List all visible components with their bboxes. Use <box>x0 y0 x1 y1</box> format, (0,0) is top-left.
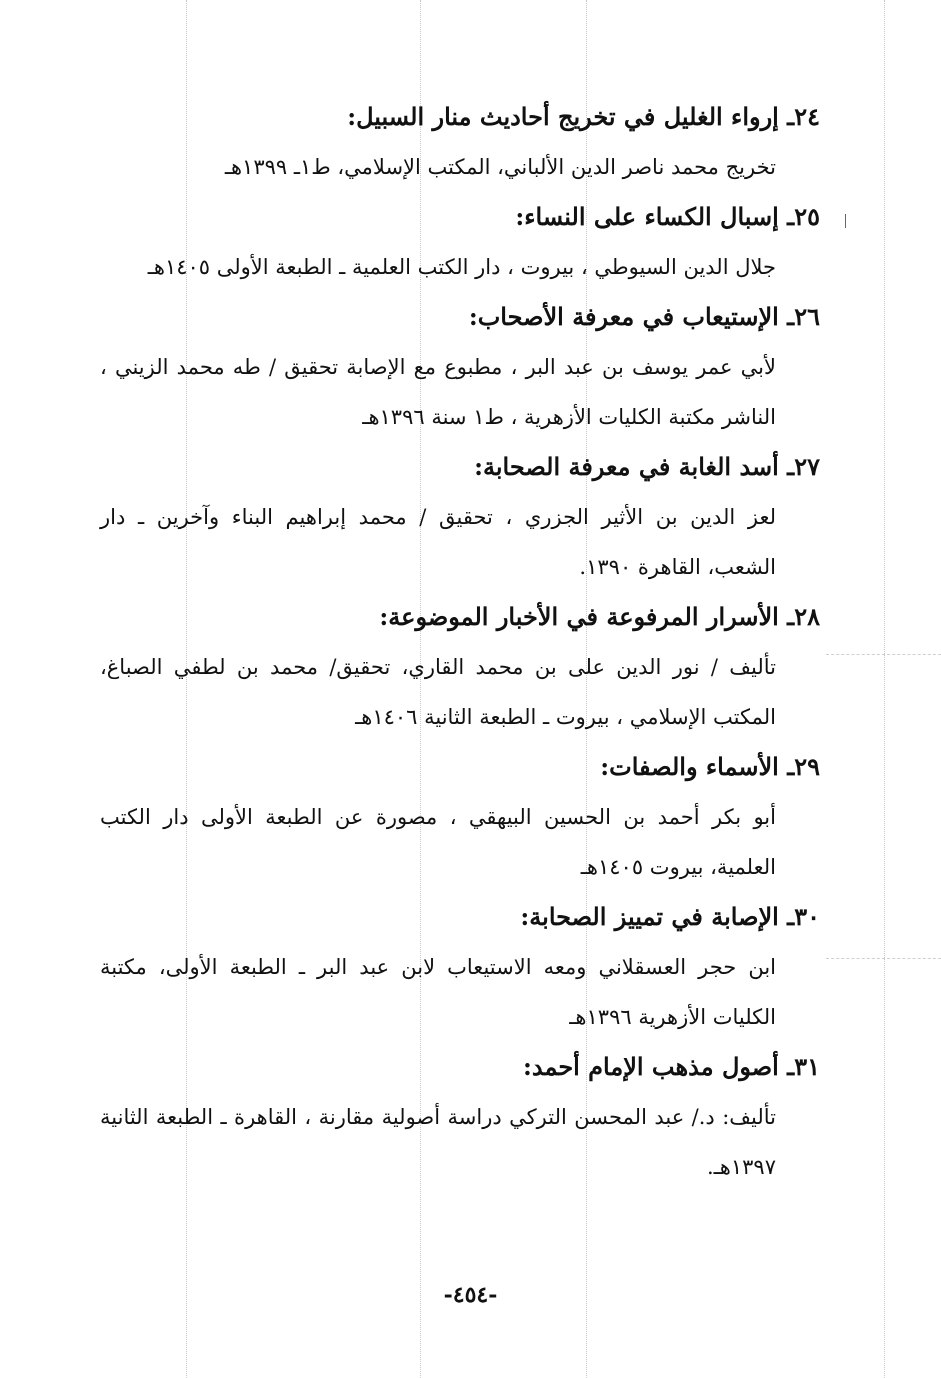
entry-line: أبو بكر أحمد بن الحسين البيهقي ، مصورة عن الطبعة الأولى دار الكتب <box>100 805 776 829</box>
entry-line: ابن حجر العسقلاني ومعه الاستيعاب لابن عبد البر ـ الطبعة الأولى، مكتبة <box>100 955 776 979</box>
entry-line: تأليف: د./ عبد المحسن التركي دراسة أصولية مقارنة ، القاهرة ـ الطبعة الثانية <box>100 1105 776 1129</box>
entry-title: ٢٧ـ أسد الغابة في معرفة الصحابة: <box>474 452 820 481</box>
entry-line: تخريج محمد ناصر الدين الألباني، المكتب الإسلامي، ط١ـ ١٣٩٩هـ <box>224 155 776 179</box>
entry-title: ٢٦ـ الإستيعاب في معرفة الأصحاب: <box>468 302 820 331</box>
entry-line: لأبي عمر يوسف بن عبد البر ، مطبوع مع الإصابة تحقيق / طه محمد الزيني ، <box>100 355 776 379</box>
bibliography-entry-26 <box>100 292 820 442</box>
bibliography-entry-31 <box>100 1042 820 1192</box>
entry-line: العلمية، بيروت ١٤٠٥هـ <box>580 855 776 879</box>
entry-title: ٣١ـ أصول مذهب الإمام أحمد: <box>522 1052 820 1081</box>
bibliography-entry-27 <box>100 442 820 592</box>
scan-artifact-line <box>826 958 941 959</box>
scan-artifact-mark <box>845 214 846 228</box>
bibliography-list <box>100 92 820 1192</box>
entry-line: تأليف / نور الدين على بن محمد القاري، تحقيق/ محمد بن لطفي الصباغ، <box>100 655 776 679</box>
entry-line: الناشر مكتبة الكليات الأزهرية ، ط١ سنة ١٣٩٦هـ <box>362 405 776 429</box>
bibliography-entry-25 <box>100 192 820 292</box>
entry-line: لعز الدين بن الأثير الجزري ، تحقيق / محمد إبراهيم البناء وآخرين ـ دار <box>100 505 776 529</box>
entry-line: المكتب الإسلامي ، بيروت ـ الطبعة الثانية ١٤٠٦هـ <box>355 705 776 729</box>
entry-title: ٢٨ـ الأسرار المرفوعة في الأخبار الموضوعة: <box>379 602 820 631</box>
entry-line: الشعب، القاهرة ١٣٩٠. <box>579 555 776 579</box>
entry-title: ٢٩ـ الأسماء والصفات: <box>600 752 820 781</box>
bibliography-entry-24 <box>100 92 820 192</box>
bibliography-entry-28 <box>100 592 820 742</box>
scan-artifact-line <box>884 0 885 1378</box>
bibliography-entry-29 <box>100 742 820 892</box>
entry-line: جلال الدين السيوطي ، بيروت ، دار الكتب العلمية ـ الطبعة الأولى ١٤٠٥هـ <box>147 255 776 279</box>
entry-title: ٣٠ـ الإصابة في تمييز الصحابة: <box>520 902 820 931</box>
bibliography-entry-30 <box>100 892 820 1042</box>
page-number: -٤٥٤- <box>443 1282 498 1308</box>
entry-line: ١٣٩٧هـ. <box>706 1155 776 1179</box>
entry-title: ٢٤ـ إرواء الغليل في تخريج أحاديث منار السبيل: <box>347 102 820 131</box>
entry-line: الكليات الأزهرية ١٣٩٦هـ <box>569 1005 776 1029</box>
entry-title: ٢٥ـ إسبال الكساء على النساء: <box>515 202 820 231</box>
scan-artifact-line <box>826 654 941 655</box>
